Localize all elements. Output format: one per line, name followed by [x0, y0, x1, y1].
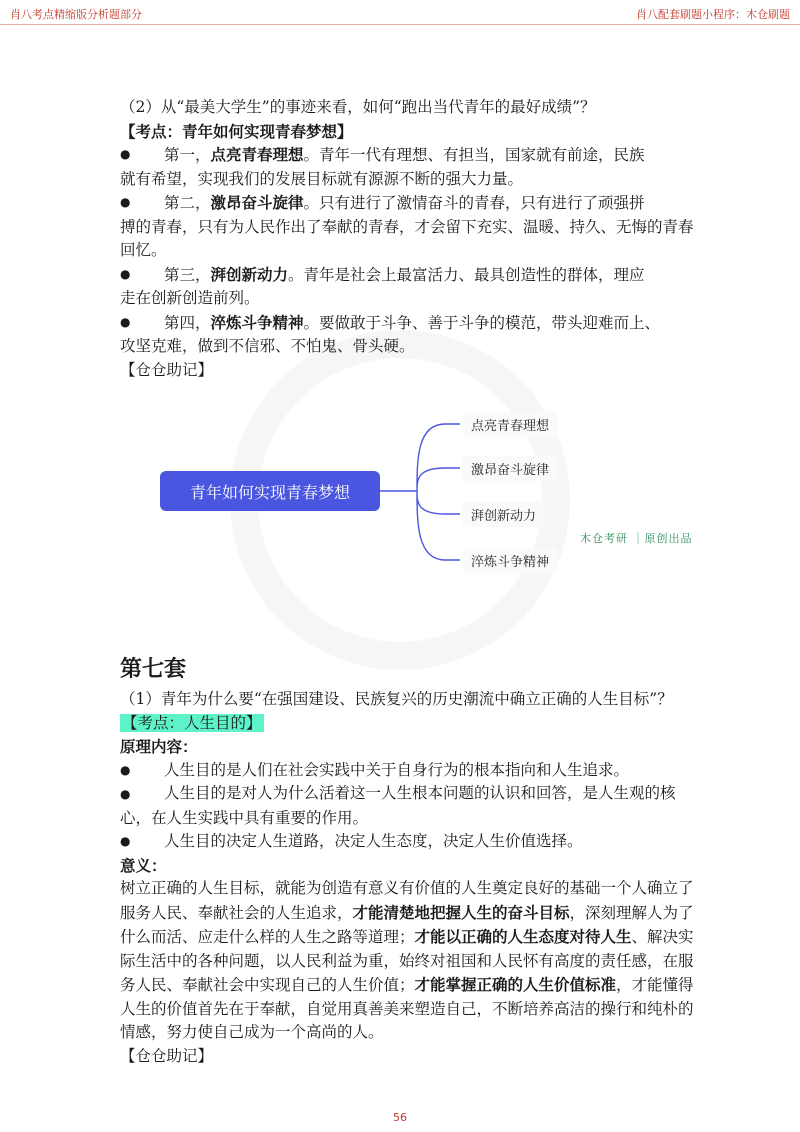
item-continuation: 就有希望，实现我们的发展目标就有源源不断的强大力量。 — [120, 169, 524, 188]
principle-item — [120, 782, 700, 830]
item-keyword: 淬炼斗争精神 — [210, 312, 304, 332]
kaodian-highlight: 【考点：人生目的】 — [122, 713, 262, 732]
bullet-icon: ● — [120, 762, 131, 777]
meaning-paragraph — [120, 877, 700, 1045]
meaning-label: 意义： — [120, 855, 167, 875]
principle-label: 原理内容： — [120, 737, 198, 756]
item-keyword: 激昂奋斗旋律 — [210, 193, 304, 212]
zhuji-label: 【仓仓助记】 — [120, 360, 214, 379]
answer-item — [120, 191, 700, 263]
bullet-icon: ● — [120, 834, 131, 848]
bullet-icon: ● — [120, 787, 131, 801]
item-prefix: 第三， — [164, 265, 211, 284]
mindmap — [155, 400, 715, 580]
principle-item — [120, 830, 700, 854]
item-text: 。青年是社会上最富活力、最具创造性的群体，理应 — [288, 265, 645, 284]
question-1: （1）青年为什么要“在强国建设、民族复兴的历史潮流中确立正确的人生目标”？ — [120, 690, 673, 708]
principle-text: 人生目的决定人生道路，决定人生态度，决定人生价值选择。 — [164, 832, 583, 850]
mindmap-root: 青年如何实现青春梦想 — [160, 471, 380, 511]
header-divider — [0, 24, 800, 25]
meaning-emphasis: 才能以正确的人生态度对待人生 — [414, 927, 632, 946]
answer-item — [120, 263, 700, 311]
bullet-icon: ● — [120, 266, 131, 281]
bullet-icon: ● — [120, 314, 131, 329]
mindmap-node: 淬炼斗争精神 — [463, 548, 557, 573]
mindmap-watermark: 木仓考研 ｜原创出品 — [580, 532, 693, 545]
section-title: 第七套 — [120, 656, 187, 682]
page-content — [120, 96, 700, 1068]
answer-item — [120, 311, 700, 359]
kaodian-label: 【考点：青年如何实现青春梦想】 — [120, 121, 353, 141]
item-continuation: 走在创新创造前列。 — [120, 289, 260, 307]
page-number: 56 — [393, 1111, 407, 1124]
item-keyword: 湃创新动力 — [210, 264, 289, 284]
item-continuation: 攻坚克难，做到不信邪、不怕鬼、骨头硬。 — [120, 337, 415, 355]
item-keyword: 点亮青春理想 — [210, 145, 304, 164]
meaning-emphasis: 才能清楚地把握人生的奋斗目标 — [352, 902, 570, 922]
question-2: （2）从“最美大学生”的事迹来看，如何“跑出当代青年的最好成绩”？ — [120, 98, 596, 116]
meaning-text: 树立正确的人生目标，就能为创造有意义有价值的人生奠定良好的基础一个人确立了服务人民、奉献社会的人生追求， — [120, 879, 694, 922]
meaning-emphasis: 才能掌握正确的人生价值标准 — [414, 975, 617, 994]
mindmap-node: 湃创新动力 — [463, 502, 544, 527]
meaning-text: 、解决实际生活中的各种问题，以人民利益为重，始终对祖国和人民怀有高度的责任感，在服务人民、奉献社会中实现自己的人生价值； — [120, 928, 694, 994]
item-continuation: 搏的青春，只有为人民作出了奉献的青春，才会留下充实、温暖、持久、无悔的青春回忆。 — [120, 217, 694, 259]
principle-text: 人生目的是对人为什么活着这一人生根本问题的认识和回答，是人生观的核心，在人生实践中具有重要的作用。 — [120, 784, 676, 827]
mindmap-node: 激昂奋斗旋律 — [463, 456, 557, 481]
header-right: 肖八配套刷题小程序：木仓刷题 — [636, 8, 790, 21]
item-text: 。只有进行了激情奋斗的青春，只有进行了顽强拼 — [303, 194, 645, 212]
item-prefix: 第二， — [164, 194, 211, 212]
item-prefix: 第一， — [164, 146, 211, 164]
item-text: 。要做敢于斗争、善于斗争的模范，带头迎难而上、 — [303, 313, 661, 332]
answer-item — [120, 143, 700, 191]
header-left: 肖八考点精缩版分析题部分 — [10, 8, 142, 21]
meaning-text: ，才能懂得人生的价值首先在于奉献，自觉用真善美来塑造自己，不断培养高洁的操行和纯朴的情感，努力使自己成为一个高尚的人。 — [120, 976, 694, 1041]
zhuji-label: 【仓仓助记】 — [120, 1046, 214, 1065]
item-text: 。青年一代有理想、有担当，国家就有前途，民族 — [303, 146, 645, 164]
principle-text: 人生目的是人们在社会实践中关于自身行为的根本指向和人生追求。 — [164, 760, 630, 779]
bullet-icon: ● — [120, 147, 131, 161]
mindmap-node: 点亮青春理想 — [463, 412, 557, 437]
item-prefix: 第四， — [164, 313, 211, 332]
bullet-icon: ● — [120, 195, 131, 209]
meaning-text: ，深刻理解人为了什么而活、应走什么样的人生之路等道理； — [120, 903, 694, 946]
principle-item — [120, 759, 700, 783]
